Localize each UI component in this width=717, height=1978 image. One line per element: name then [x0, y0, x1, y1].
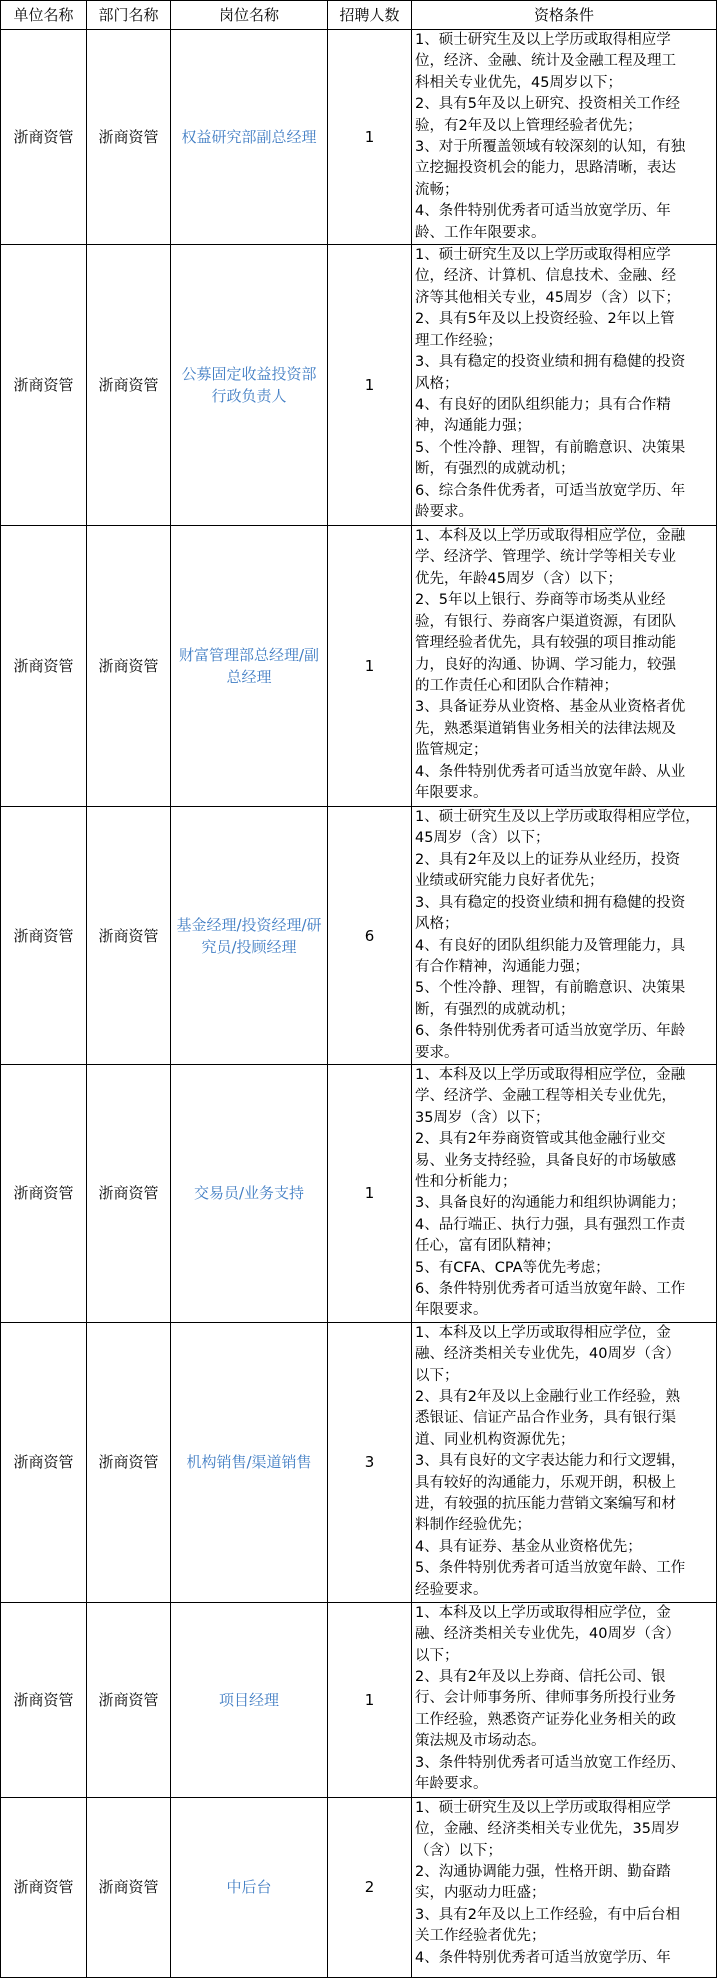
requirement-line: 神，沟通能力强； — [415, 418, 531, 435]
position-cell: 交易员/业务支持 — [171, 1064, 328, 1322]
dept-cell: 浙商资管 — [87, 245, 171, 526]
position-cell: 财富管理部总经理/副总经理 — [171, 526, 328, 807]
count-cell: 1 — [328, 526, 412, 807]
requirement-line: 悉银证、信证产品合作业务，具有银行渠 — [415, 1410, 676, 1427]
requirement-line: 3、具备证券从业资格、基金从业资格者优 — [415, 699, 686, 716]
count-cell: 1 — [328, 1064, 412, 1322]
unit-cell: 浙商资管 — [1, 245, 87, 526]
requirement-line: 5、个性冷静、理智，有前瞻意识、决策果 — [415, 439, 686, 456]
requirement-line: 监管规定； — [415, 742, 488, 759]
requirement-line: 学、经济学、管理学、统计学等相关专业 — [415, 549, 676, 566]
requirement-line: 风格； — [415, 916, 459, 933]
position-cell: 中后台 — [171, 1797, 328, 1977]
requirement-line: 业绩或研究能力良好者优先； — [415, 873, 604, 890]
requirement-line: 道、同业机构资源优先； — [415, 1431, 575, 1448]
requirement-line: 管理经验者优先，具有较强的项目推动能 — [415, 635, 676, 652]
requirement-line: 45周岁（含）以下； — [415, 830, 550, 847]
count-cell: 1 — [328, 30, 412, 245]
requirement-line: 4、具有证券、基金从业资格优先； — [415, 1538, 642, 1555]
table-row — [1, 1602, 717, 1797]
unit-cell: 浙商资管 — [1, 526, 87, 807]
table-row — [1, 807, 717, 1065]
requirement-line: 验，有2年及以上管理经验者优先； — [415, 117, 642, 134]
requirement-line: 关工作经验者优先； — [415, 1928, 546, 1945]
requirement-line: 4、有良好的团队组织能力及管理能力，具 — [415, 937, 686, 954]
requirement-line: 风格； — [415, 375, 459, 392]
requirement-line: 济等其他相关专业，45周岁（含）以下； — [415, 289, 680, 306]
dept-cell: 浙商资管 — [87, 807, 171, 1065]
requirement-line: 2、具有5年及以上投资经验、2年以上管 — [415, 311, 675, 328]
requirement-line: 理工作经验； — [415, 332, 502, 349]
requirement-line: 1、硕士研究生及以上学历或取得相应学 — [415, 247, 671, 264]
requirement-line: 5、个性冷静、理智，有前瞻意识、决策果 — [415, 980, 686, 997]
table-row — [1, 1797, 717, 1977]
requirement-line: 实，内驱动力旺盛； — [415, 1885, 546, 1902]
requirement-line: 以下； — [415, 1647, 459, 1664]
requirement-line: 先，熟悉渠道销售业务相关的法律法规及 — [415, 720, 676, 737]
requirement-line: 立挖掘投资机会的能力，思路清晰，表达 — [415, 160, 676, 177]
requirement-line: 2、沟通协调能力强，性格开朗、勤奋踏 — [415, 1864, 671, 1881]
requirement-line: 2、具有2年及以上的证券从业经历，投资 — [415, 851, 680, 868]
requirement-line: 力，良好的沟通、协调、学习能力，较强 — [415, 656, 676, 673]
requirement-line: 1、硕士研究生及以上学历或取得相应学 — [415, 1799, 671, 1816]
requirement-line: 2、5年以上银行、券商等市场类从业经 — [415, 592, 666, 609]
requirement-line: 3、对于所覆盖领域有较深刻的认知，有独 — [415, 139, 686, 156]
requirement-line: 任心，富有团队精神； — [415, 1238, 560, 1255]
unit-cell: 浙商资管 — [1, 1064, 87, 1322]
unit-cell: 浙商资管 — [1, 1797, 87, 1977]
requirement-line: 进，有较强的抗压能力营销文案编写和材 — [415, 1496, 676, 1513]
unit-cell: 浙商资管 — [1, 1602, 87, 1797]
requirements-cell — [412, 1322, 717, 1602]
requirements-cell — [412, 526, 717, 807]
header-requirements: 资格条件 — [412, 1, 717, 30]
requirement-line: 35周岁（含）以下； — [415, 1109, 550, 1126]
requirement-line: 具有较好的沟通能力，乐观开朗，积极上 — [415, 1474, 676, 1491]
requirement-line: 1、硕士研究生及以上学历或取得相应学位， — [415, 809, 700, 826]
requirement-line: 的工作责任心和团队合作精神； — [415, 677, 618, 694]
requirement-line: 学、经济学、金融工程等相关专业优先， — [415, 1088, 676, 1105]
requirements-cell — [412, 245, 717, 526]
unit-cell: 浙商资管 — [1, 30, 87, 245]
requirement-line: 6、综合条件优秀者，可适当放宽学历、年 — [415, 482, 686, 499]
requirement-line: 2、具有2年及以上金融行业工作经验，熟 — [415, 1389, 680, 1406]
requirement-line: 4、条件特别优秀者可适当放宽学历、年 — [415, 203, 671, 220]
requirement-line: 位，金融、经济类相关专业优先，35周岁 — [415, 1821, 680, 1838]
requirement-line: 科相关专业优先，45周岁以下； — [415, 74, 622, 91]
requirement-line: 龄要求。 — [415, 503, 473, 520]
dept-cell: 浙商资管 — [87, 1602, 171, 1797]
dept-cell: 浙商资管 — [87, 1322, 171, 1602]
table-row — [1, 1064, 717, 1322]
dept-cell: 浙商资管 — [87, 30, 171, 245]
position-cell: 项目经理 — [171, 1602, 328, 1797]
requirement-line: 年龄要求。 — [415, 1776, 488, 1793]
table-row — [1, 30, 717, 245]
requirement-line: 2、具有5年及以上研究、投资相关工作经 — [415, 96, 680, 113]
requirement-line: 位，经济、金融、统计及金融工程及理工 — [415, 53, 676, 70]
count-cell: 2 — [328, 1797, 412, 1977]
position-cell: 基金经理/投资经理/研究员/投顾经理 — [171, 807, 328, 1065]
count-cell: 3 — [328, 1322, 412, 1602]
requirements-cell — [412, 1797, 717, 1977]
requirement-line: 年限要求。 — [415, 1302, 488, 1319]
header-count: 招聘人数 — [328, 1, 412, 30]
requirement-line: 融、经济类相关专业优先，40周岁（含） — [415, 1346, 680, 1363]
requirement-line: 6、条件特别优秀者可适当放宽学历、年龄 — [415, 1023, 686, 1040]
requirement-line: 经验要求。 — [415, 1581, 488, 1598]
header-dept: 部门名称 — [87, 1, 171, 30]
requirement-line: 1、本科及以上学历或取得相应学位，金融 — [415, 1066, 686, 1083]
requirement-line: 4、条件特别优秀者可适当放宽学历、年 — [415, 1949, 671, 1966]
requirement-line: 行、会计师事务所、律师事务所投行业务 — [415, 1690, 676, 1707]
requirement-line: 龄、工作年限要求。 — [415, 224, 546, 241]
requirement-line: 4、品行端正、执行力强，具有强烈工作责 — [415, 1216, 686, 1233]
count-cell: 6 — [328, 807, 412, 1065]
requirement-line: 3、条件特别优秀者可适当放宽工作经历、 — [415, 1754, 686, 1771]
requirement-line: 5、有CFA、CPA等优先考虑； — [415, 1259, 610, 1276]
requirement-line: 位，经济、计算机、信息技术、金融、经 — [415, 268, 676, 285]
requirement-line: 3、具有良好的文字表达能力和行文逻辑， — [415, 1453, 686, 1470]
requirement-line: 3、具备良好的沟通能力和组织协调能力； — [415, 1195, 686, 1212]
requirement-line: 策法规及市场动态。 — [415, 1733, 546, 1750]
unit-cell: 浙商资管 — [1, 1322, 87, 1602]
dept-cell: 浙商资管 — [87, 1064, 171, 1322]
requirement-line: 1、本科及以上学历或取得相应学位，金融 — [415, 528, 686, 545]
requirement-line: 验，有银行、券商客户渠道资源，有团队 — [415, 613, 676, 630]
unit-cell: 浙商资管 — [1, 807, 87, 1065]
requirement-line: 3、具有稳定的投资业绩和拥有稳健的投资 — [415, 354, 686, 371]
requirement-line: 流畅； — [415, 181, 459, 198]
requirements-cell — [412, 1064, 717, 1322]
table-row — [1, 245, 717, 526]
requirement-line: 有合作精神，沟通能力强； — [415, 958, 589, 975]
requirement-line: 要求。 — [415, 1044, 459, 1061]
count-cell: 1 — [328, 1602, 412, 1797]
position-cell: 机构销售/渠道销售 — [171, 1322, 328, 1602]
requirement-line: 5、条件特别优秀者可适当放宽年龄、工作 — [415, 1560, 686, 1577]
count-cell: 1 — [328, 245, 412, 526]
requirement-line: 3、具有2年及以上工作经验，有中后台相 — [415, 1906, 680, 1923]
position-cell: 权益研究部副总经理 — [171, 30, 328, 245]
requirement-line: 断，有强烈的成就动机； — [415, 1001, 575, 1018]
header-row — [1, 1, 717, 30]
requirement-line: 断，有强烈的成就动机； — [415, 461, 575, 478]
requirement-line: 易、业务支持经验，具备良好的市场敏感 — [415, 1152, 676, 1169]
position-cell: 公募固定收益投资部行政负责人 — [171, 245, 328, 526]
requirement-line: 料制作经验优先； — [415, 1517, 531, 1534]
dept-cell: 浙商资管 — [87, 1797, 171, 1977]
requirement-line: 融、经济类相关专业优先，40周岁（含） — [415, 1626, 680, 1643]
requirement-line: 6、条件特别优秀者可适当放宽年龄、工作 — [415, 1281, 686, 1297]
requirements-cell — [412, 30, 717, 245]
requirement-line: 工作经验，熟悉资产证券化业务相关的政 — [415, 1711, 676, 1728]
requirement-line: 优先，年龄45周岁（含）以下； — [415, 570, 622, 587]
requirement-line: 2、具有2年及以上券商、信托公司、银 — [415, 1669, 666, 1686]
requirement-line: 4、有良好的团队组织能力；具有合作精 — [415, 396, 671, 413]
requirement-line: 以下； — [415, 1367, 459, 1384]
requirement-line: 年限要求。 — [415, 784, 488, 801]
header-position: 岗位名称 — [171, 1, 328, 30]
table-row — [1, 1322, 717, 1602]
requirement-line: 2、具有2年券商资管或其他金融行业交 — [415, 1131, 666, 1148]
requirement-line: 4、条件特别优秀者可适当放宽年龄、从业 — [415, 763, 686, 780]
requirements-cell — [412, 1602, 717, 1797]
requirement-line: 1、硕士研究生及以上学历或取得相应学 — [415, 32, 671, 48]
requirement-line: 1、本科及以上学历或取得相应学位，金 — [415, 1604, 671, 1621]
requirement-line: 3、具有稳定的投资业绩和拥有稳健的投资 — [415, 894, 686, 911]
dept-cell: 浙商资管 — [87, 526, 171, 807]
requirement-line: 1、本科及以上学历或取得相应学位，金 — [415, 1324, 671, 1341]
table-row — [1, 526, 717, 807]
header-unit: 单位名称 — [1, 1, 87, 30]
requirement-line: （含）以下； — [415, 1842, 502, 1859]
requirement-line: 性和分析能力； — [415, 1173, 517, 1190]
requirements-cell — [412, 807, 717, 1065]
